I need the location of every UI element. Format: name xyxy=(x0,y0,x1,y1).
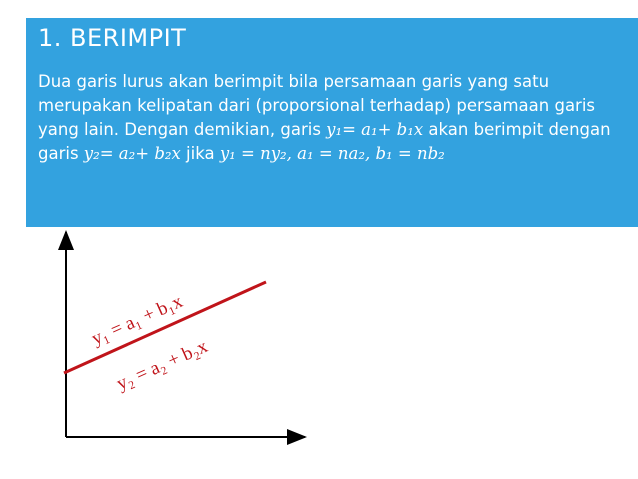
slide-title: 1. BERIMPIT xyxy=(38,24,187,52)
paragraph-text-1: Dua garis lurus akan berimpit bila persamaan garis yang satu merupakan kelipatan dari (proporsional terhadap) persamaan garis yang lain. Dengan demikian, garis xyxy=(38,72,596,139)
line-label-1: y₁ = a₁ + b₁x xyxy=(88,290,186,350)
line-label-2: y₂ = a₂ + b₂x xyxy=(113,335,211,395)
equation-line-2: y₂= a₂+ b₂x xyxy=(83,144,181,163)
paragraph-text-2: akan berimpit dengan garis xyxy=(38,120,611,163)
paragraph-text-3: jika xyxy=(180,144,220,163)
equation-line-1: y₁= a₁+ b₁x xyxy=(326,120,424,139)
coincidence-condition: y₁ = ny₂, a₁ = na₂, b₁ = nb₂ xyxy=(219,144,445,163)
